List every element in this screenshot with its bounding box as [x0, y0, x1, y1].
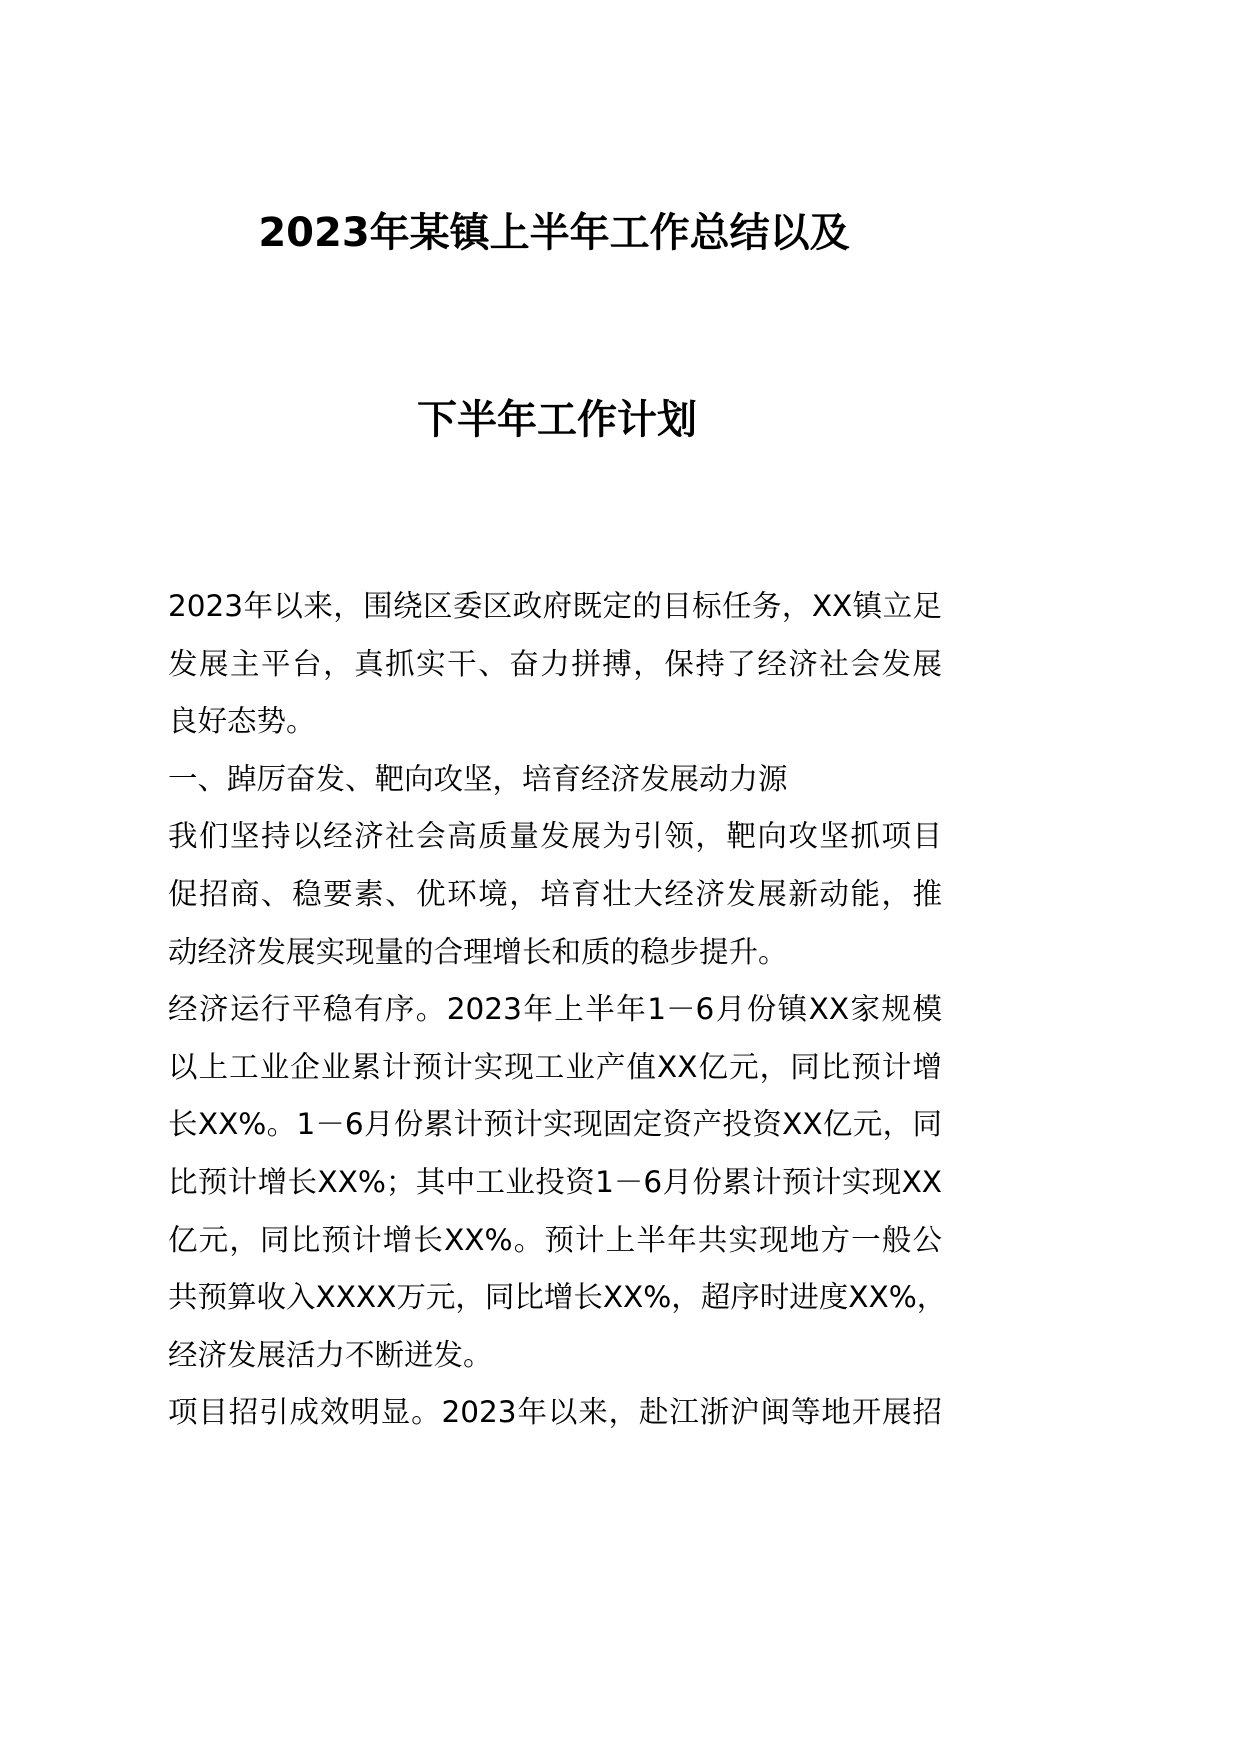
- document-body: [168, 578, 947, 1442]
- document-title-line-2: 下半年工作计划: [417, 397, 697, 443]
- text-line: 亿元，同比预计增长XX%。预计上半年共实现地方一般公: [168, 1222, 942, 1257]
- text-line: 经济运行平稳有序。2023年上半年1－6月份镇XX家规模: [168, 992, 942, 1027]
- text-line: 动经济发展实现量的合理增长和质的稳步提升。: [168, 934, 788, 969]
- text-line: 比预计增长XX%；其中工业投资1－6月份累计预计实现XX: [168, 1164, 942, 1199]
- body-paragraph: [168, 1384, 942, 1442]
- text-line: 良好态势。: [168, 704, 316, 739]
- body-paragraph: [168, 808, 942, 981]
- text-line: 以上工业企业累计预计实现工业产值XX亿元，同比预计增: [168, 1049, 942, 1084]
- text-line: 发展主平台，真抓实干、奋力拼搏，保持了经济社会发展: [168, 646, 942, 681]
- document-title-line-1: 2023年某镇上半年工作总结以及: [258, 210, 850, 256]
- section-heading: [168, 751, 942, 809]
- intro-paragraph: [168, 578, 942, 751]
- body-paragraph: [168, 981, 947, 1384]
- text-line: 促招商、稳要素、优环境，培育壮大经济发展新动能，推: [168, 876, 942, 911]
- text-line: 项目招引成效明显。2023年以来，赴江浙沪闽等地开展招: [168, 1395, 942, 1430]
- text-line: 共预算收入XXXX万元，同比增长XX%，超序时进度XX%，: [168, 1280, 947, 1315]
- text-line: 长XX%。1－6月份累计预计实现固定资产投资XX亿元，同: [168, 1107, 942, 1142]
- text-line: 经济发展活力不断迸发。: [168, 1337, 493, 1372]
- text-line: 2023年以来，围绕区委区政府既定的目标任务，XX镇立足: [168, 589, 942, 623]
- text-line: 我们坚持以经济社会高质量发展为引领，靶向攻坚抓项目: [168, 819, 942, 854]
- section-heading-text: 一、踔厉奋发、靶向攻坚，培育经济发展动力源: [168, 761, 788, 796]
